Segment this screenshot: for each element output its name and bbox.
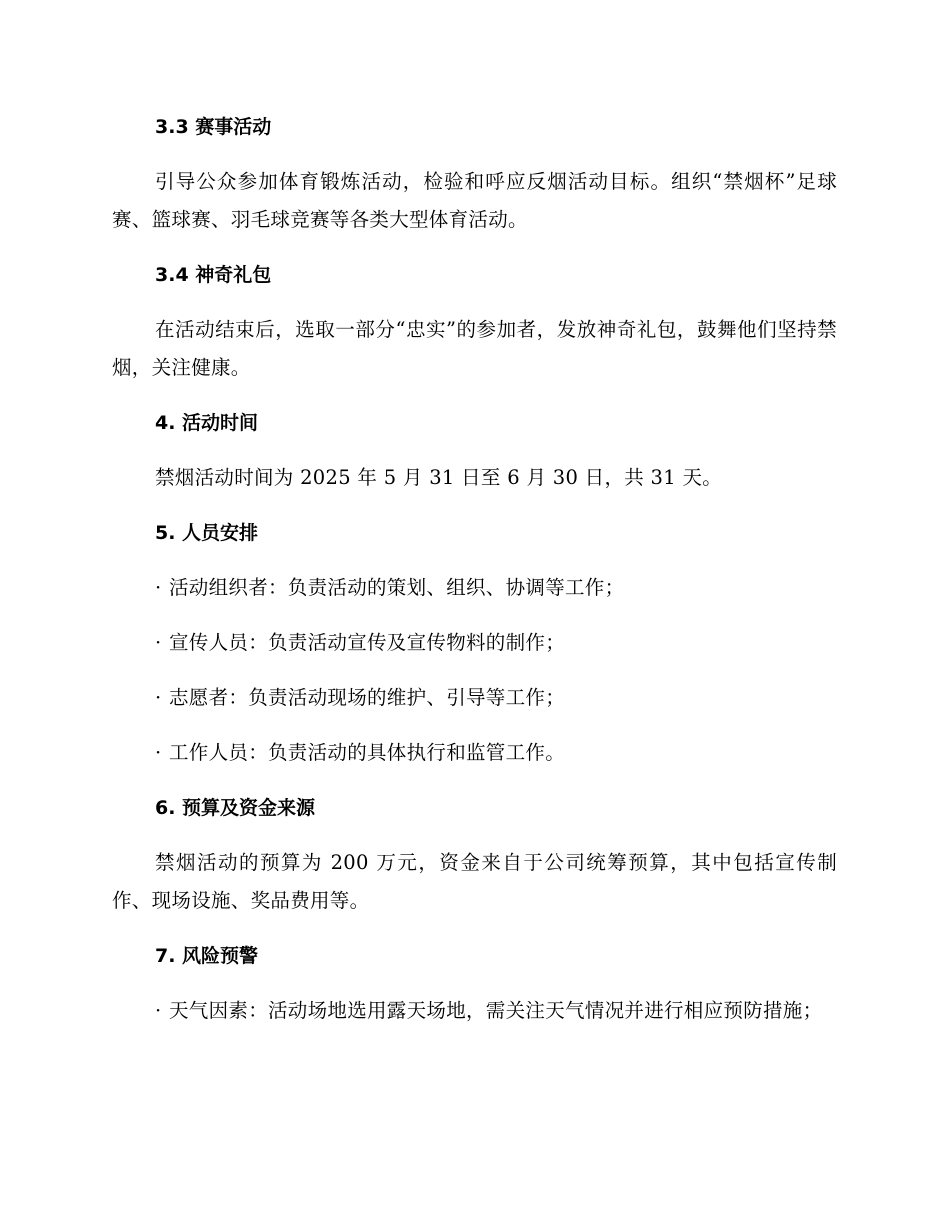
section-paragraph: 在活动结束后，选取一部分“忠实”的参加者，发放神奇礼包，鼓舞他们坚持禁烟，关注健康。 [112, 318, 837, 379]
list-item [112, 624, 837, 662]
section-heading: 3.4 神奇礼包 [155, 264, 272, 286]
list-item-text: 工作人员：负责活动的具体执行和监管工作。 [169, 741, 566, 764]
bullet-icon: · [155, 999, 162, 1022]
list-item-text: 天气因素：活动场地选用露天场地，需关注天气情况并进行相应预防措施； [169, 999, 823, 1022]
section-paragraph: 禁烟活动时间为 2025 年 5 月 31 日至 6 月 30 日，共 31 天。 [155, 466, 723, 489]
list-item-text: 活动组织者：负责活动的策划、组织、协调等工作； [169, 576, 625, 599]
list-item [112, 679, 837, 717]
bullet-icon: · [155, 631, 162, 654]
bullet-icon: · [155, 686, 162, 709]
section-heading: 5. 人员安排 [155, 522, 259, 544]
section-paragraph: 引导公众参加体育锻炼活动，检验和呼应反烟活动目标。组织“禁烟杯”足球赛、篮球赛、羽毛球竞赛等各类大型体育活动。 [112, 170, 837, 231]
bullet-icon: · [155, 741, 162, 764]
list-item [112, 734, 837, 772]
section-heading: 7. 风险预警 [155, 945, 259, 967]
list-item [112, 992, 837, 1030]
list-item [112, 569, 837, 607]
document-content [112, 108, 837, 1047]
section-paragraph: 禁烟活动的预算为 200 万元，资金来自于公司统筹预算，其中包括宣传制作、现场设施、奖品费用等。 [112, 851, 837, 912]
list-item-text: 宣传人员：负责活动宣传及宣传物料的制作； [169, 631, 566, 654]
section-heading: 3.3 赛事活动 [155, 116, 272, 138]
list-item-text: 志愿者：负责活动现场的维护、引导等工作； [169, 686, 566, 709]
section-heading: 6. 预算及资金来源 [155, 797, 316, 819]
bullet-icon: · [155, 576, 162, 599]
section-heading: 4. 活动时间 [155, 412, 259, 434]
